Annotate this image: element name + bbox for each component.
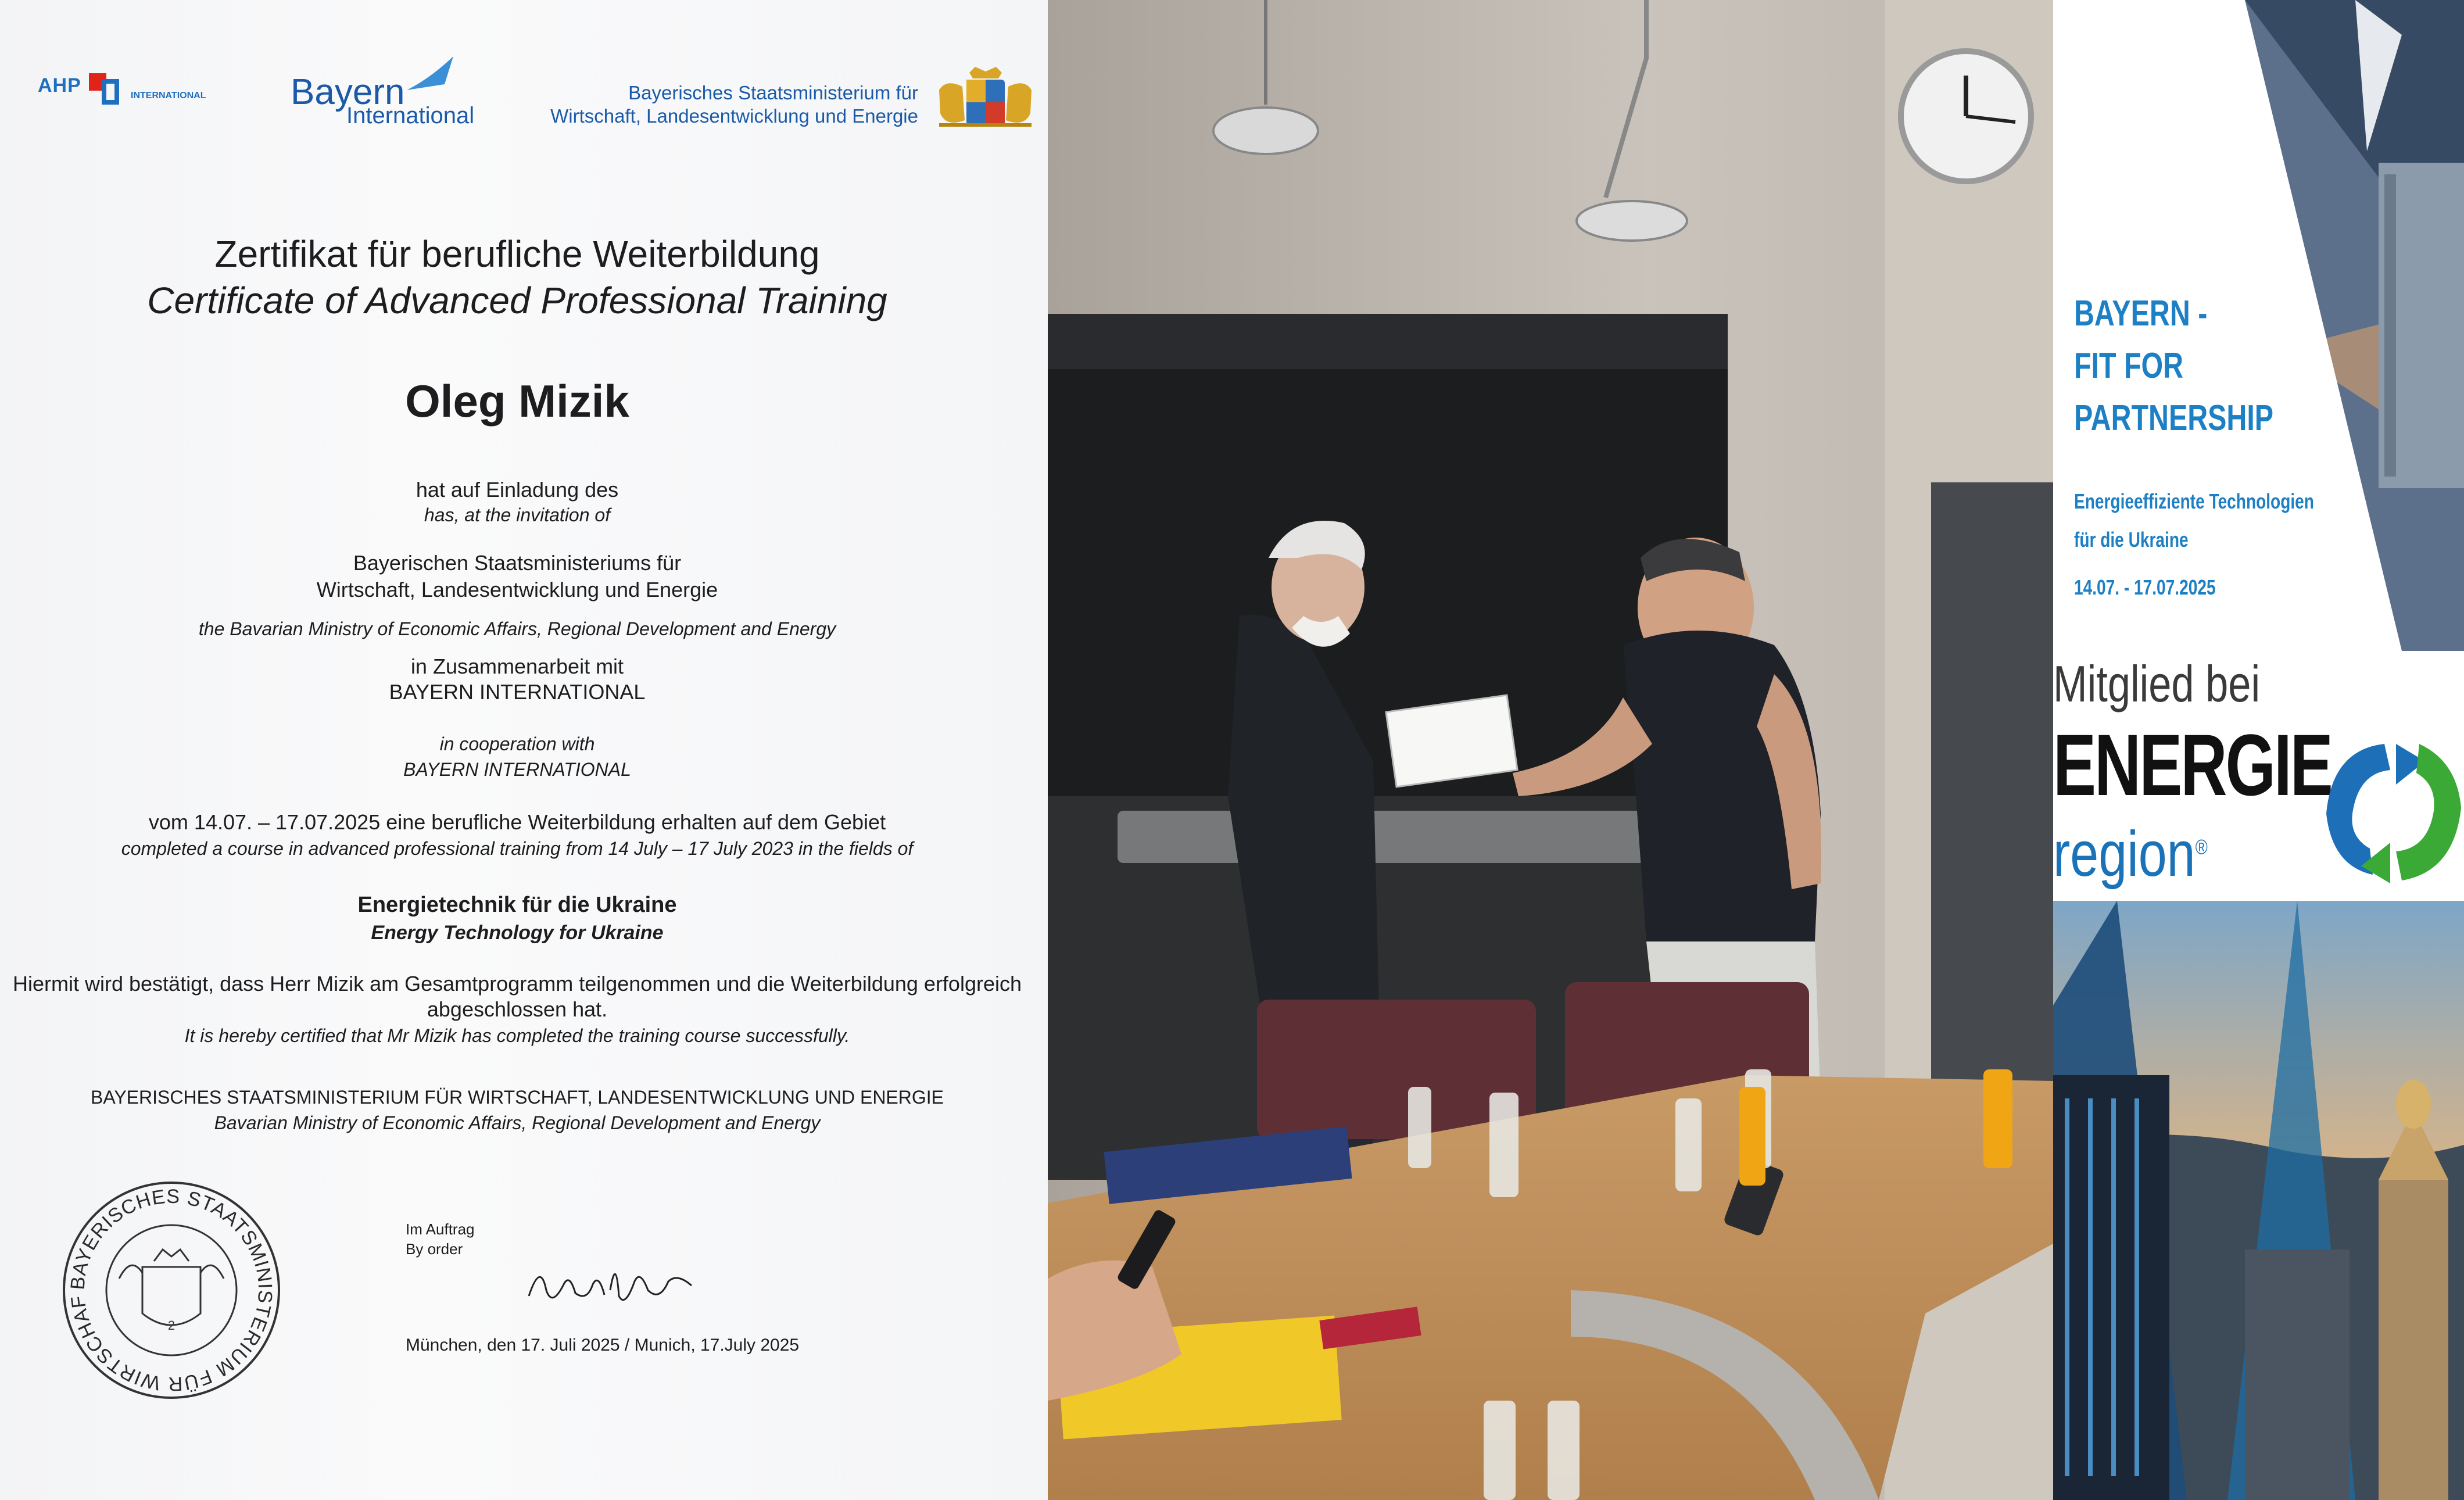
banner-title-line1: BAYERN - xyxy=(2074,293,2208,334)
ministry-logo-line2: Wirtschaft, Landesentwicklung und Energie xyxy=(550,105,918,127)
registered-mark: ® xyxy=(2195,835,2208,859)
wall-clock-icon xyxy=(1901,51,2031,181)
ministry-en: the Bavarian Ministry of Economic Affairs, Regional Development and Energy xyxy=(198,618,836,639)
field-en: Energy Technology for Ukraine xyxy=(371,922,664,944)
order-en: By order xyxy=(406,1240,463,1258)
energie-region-logo xyxy=(2053,651,2464,901)
banner-subtitle-line1: Energieeffiziente Technologien xyxy=(2074,489,2314,513)
period-de: vom 14.07. – 17.07.2025 eine berufliche Weiterbildung erhalten auf dem Gebiet xyxy=(148,810,886,834)
right-collage xyxy=(2053,0,2464,1500)
cooperation-de-line2: BAYERN INTERNATIONAL xyxy=(389,680,646,704)
order-de: Im Auftrag xyxy=(406,1220,475,1238)
ministry-de-line2: Wirtschaft, Landesentwicklung und Energie xyxy=(316,578,718,602)
place-date: München, den 17. Juli 2025 / Munich, 17.July 2025 xyxy=(406,1336,800,1355)
meeting-photo xyxy=(1048,0,2053,1500)
issuer-de: BAYERISCHES STAATSMINISTERIUM FÜR WIRTSCHAFT, LANDESENTWICKLUNG UND ENERGIE xyxy=(91,1087,944,1108)
seal-ring-text: BAYERISCHES STAATSMINISTERIUM FÜR WIRTSCHAF xyxy=(66,1185,277,1395)
region-wordmark xyxy=(2053,817,2208,891)
confirmation-de-line1: Hiermit wird bestätigt, dass Herr Mizik am Gesamtprogramm teilgenommen und die Weiterbildung erfolgreich xyxy=(13,972,1022,996)
cooperation-de-line1: in Zusammenarbeit mit xyxy=(410,654,624,678)
recipient-name: Oleg Mizik xyxy=(405,375,629,427)
bayern-logo-swoosh-icon xyxy=(404,55,456,96)
confirmation-en: It is hereby certified that Mr Mizik has completed the training course successfully. xyxy=(184,1025,850,1046)
recycle-arrows-icon xyxy=(2309,726,2464,895)
certificate-panel xyxy=(0,0,1048,1500)
ministry-de-line1: Bayerischen Staatsministeriums für xyxy=(353,551,682,575)
kyiv-datacenter-image xyxy=(2053,901,2464,1500)
banner-subtitle-line2: für die Ukraine xyxy=(2074,528,2189,552)
member-label: Mitglied bei xyxy=(2053,655,2261,713)
energie-wordmark: ENERGIE xyxy=(2053,716,2332,814)
banner-title-line3: PARTNERSHIP xyxy=(2074,398,2274,438)
invitation-en: has, at the invitation of xyxy=(424,504,611,525)
bayern-logo-subtext: International xyxy=(346,103,475,128)
field-de: Energietechnik für die Ukraine xyxy=(357,893,677,917)
fit-for-partnership-banner xyxy=(2053,0,2464,651)
issuer-en: Bavarian Ministry of Economic Affairs, Regional Development and Energy xyxy=(214,1112,821,1133)
bavaria-coat-of-arms-icon xyxy=(934,67,1036,131)
certificate-title-de: Zertifikat für berufliche Weiterbildung xyxy=(214,233,820,275)
ahp-logo xyxy=(38,70,230,110)
period-en: completed a course in advanced professional training from 14 July – 17 July 2023 in the fields of xyxy=(121,838,914,859)
ahp-logo-subtext: INTERNATIONAL xyxy=(131,91,206,101)
confirmation-de-line2: abgeschlossen hat. xyxy=(427,997,608,1021)
certificate-title-en: Certificate of Advanced Professional Training xyxy=(147,280,887,321)
ministry-logo xyxy=(511,81,918,134)
bayern-international-logo xyxy=(291,55,482,131)
banner-dates: 14.07. - 17.07.2025 xyxy=(2074,575,2216,599)
signature xyxy=(523,1250,697,1319)
ahp-logo-text: AHP xyxy=(38,74,81,96)
bayern-logo-text: Bayern xyxy=(291,72,405,112)
cooperation-en-line1: in cooperation with xyxy=(439,733,595,754)
ministry-logo-line1: Bayerisches Staatsministerium für xyxy=(628,82,918,103)
ahp-logo-mark-icon xyxy=(89,71,121,107)
ministry-seal xyxy=(61,1180,282,1401)
banner-title-line2: FIT FOR xyxy=(2074,346,2184,386)
cooperation-en-line2: BAYERN INTERNATIONAL xyxy=(403,759,631,780)
invitation-de: hat auf Einladung des xyxy=(416,478,619,502)
region-text: region xyxy=(2053,818,2196,890)
seal-number: 2 xyxy=(167,1318,176,1333)
